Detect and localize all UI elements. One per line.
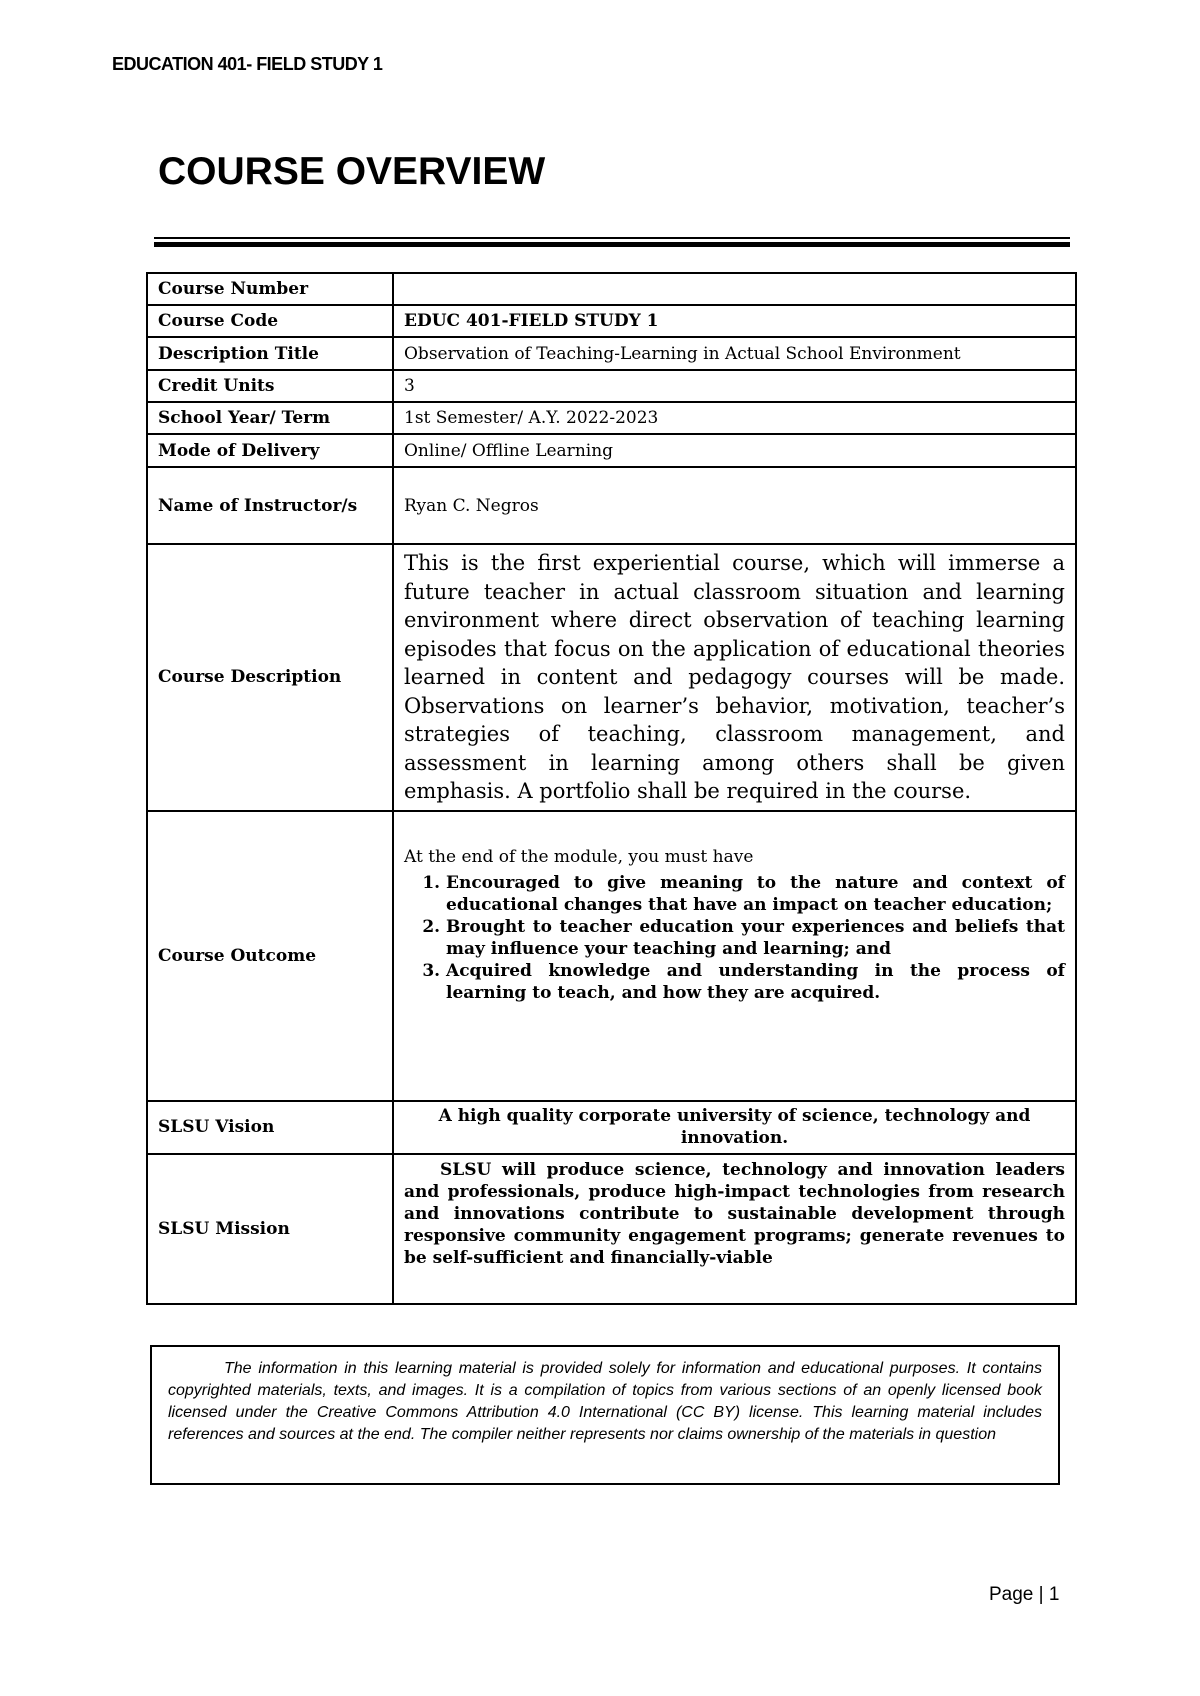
instructor-value: Ryan C. Negros bbox=[393, 467, 1076, 544]
mission-label: SLSU Mission bbox=[147, 1154, 393, 1304]
row-course-description bbox=[147, 544, 1076, 811]
row-course-code bbox=[147, 305, 1076, 337]
running-header: EDUCATION 401- FIELD STUDY 1 bbox=[112, 54, 383, 74]
row-vision bbox=[147, 1101, 1076, 1154]
school-year-value: 1st Semester/ A.Y. 2022-2023 bbox=[393, 402, 1076, 434]
row-description-title bbox=[147, 337, 1076, 370]
mode-of-delivery-label: Mode of Delivery bbox=[147, 434, 393, 467]
credit-units-value: 3 bbox=[393, 370, 1076, 402]
title-rule-thin bbox=[154, 237, 1070, 239]
course-outcome-list bbox=[404, 872, 1065, 1004]
mode-of-delivery-value: Online/ Offline Learning bbox=[393, 434, 1076, 467]
course-description-value: This is the first experiential course, which will immerse a future teacher in actual classroom situation and learning environment where direct observation of teaching learning episodes that focus on the application of educational theories learned in content and pedagogy courses will be made. Observations on learner’s behavior, motivation, teacher’s strategies of teaching, classroom management, and assessment in learning among others shall be given emphasis. A portfolio shall be required in the course. bbox=[393, 544, 1076, 811]
course-description-label: Course Description bbox=[147, 544, 393, 811]
description-title-value: Observation of Teaching-Learning in Actual School Environment bbox=[393, 337, 1076, 370]
page-title: COURSE OVERVIEW bbox=[158, 150, 546, 193]
course-number-label: Course Number bbox=[147, 273, 393, 305]
vision-label: SLSU Vision bbox=[147, 1101, 393, 1154]
school-year-label: School Year/ Term bbox=[147, 402, 393, 434]
row-school-year bbox=[147, 402, 1076, 434]
course-outcome-item: 1. Encouraged to give meaning to the nature and context of educational changes that have an impact on teacher education; bbox=[446, 872, 1065, 916]
row-credit-units bbox=[147, 370, 1076, 402]
row-course-number bbox=[147, 273, 1076, 305]
course-outcome-item: 2. Brought to teacher education your experiences and beliefs that may influence your teaching and learning; and bbox=[446, 916, 1065, 960]
row-instructor bbox=[147, 467, 1076, 544]
course-outcome-item: 3. Acquired knowledge and understanding in the process of learning to teach, and how they are acquired. bbox=[446, 960, 1065, 1004]
description-title-label: Description Title bbox=[147, 337, 393, 370]
course-outcome-label: Course Outcome bbox=[147, 811, 393, 1101]
course-code-label: Course Code bbox=[147, 305, 393, 337]
vision-value: A high quality corporate university of science, technology and innovation. bbox=[393, 1101, 1076, 1154]
course-overview-table bbox=[146, 272, 1077, 1305]
disclaimer-text: The information in this learning material is provided solely for information and educational purposes. It contains copyrighted materials, texts, and images. It is a compilation of topics from various sections of an openly licensed book licensed under the Creative Commons Attribution 4.0 International (CC BY) license. This learning material includes references and sources at the end. The compiler neither represents nor claims ownership of the materials in question bbox=[168, 1360, 1042, 1443]
row-mode-of-delivery bbox=[147, 434, 1076, 467]
instructor-label: Name of Instructor/s bbox=[147, 467, 393, 544]
page-number: Page | 1 bbox=[989, 1584, 1060, 1605]
course-outcome-intro: At the end of the module, you must have bbox=[404, 846, 754, 867]
course-outcome-value bbox=[393, 811, 1076, 1101]
course-code-value: EDUC 401-FIELD STUDY 1 bbox=[393, 305, 1076, 337]
title-rule-thick bbox=[154, 242, 1070, 247]
mission-value: SLSU will produce science, technology and innovation leaders and professionals, produce high-impact technologies from research and innovations contribute to sustainable development through responsive community engagement programs; generate revenues to be self-sufficient and financially-viable bbox=[393, 1154, 1076, 1304]
course-number-value bbox=[393, 273, 1076, 305]
disclaimer-box bbox=[150, 1345, 1060, 1485]
row-mission bbox=[147, 1154, 1076, 1304]
credit-units-label: Credit Units bbox=[147, 370, 393, 402]
row-course-outcome bbox=[147, 811, 1076, 1101]
